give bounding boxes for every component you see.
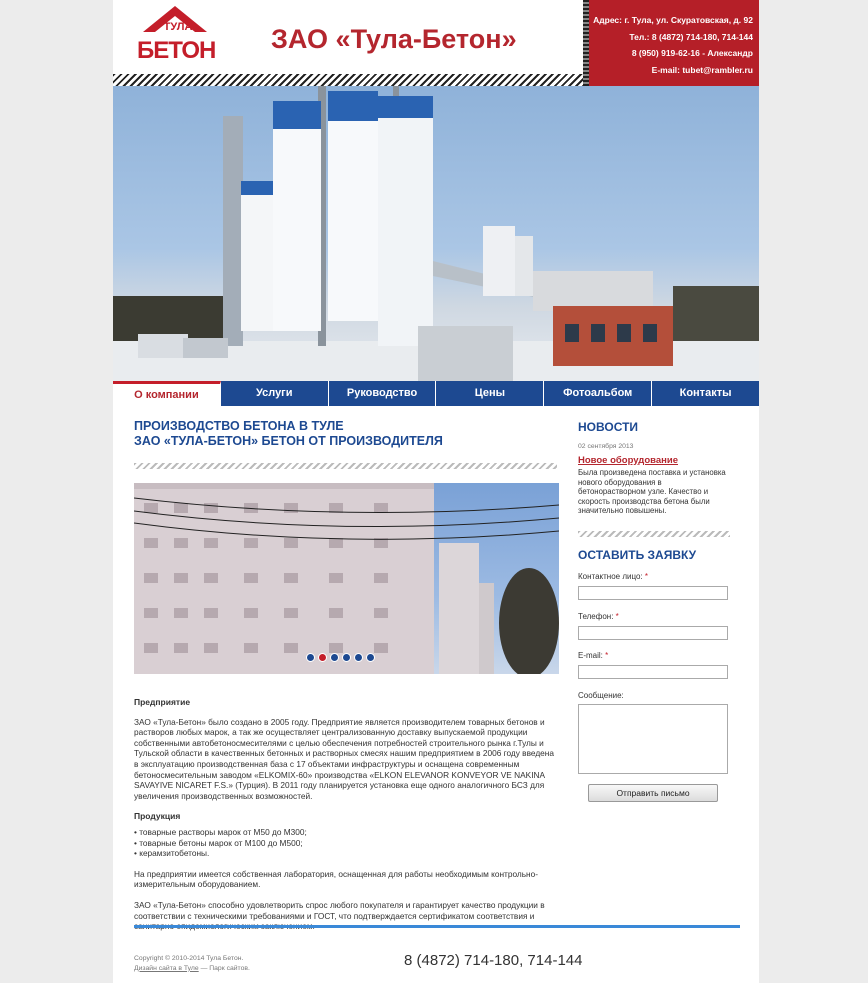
hero-image (113, 86, 759, 381)
news-date: 02 сентября 2013 (578, 443, 634, 450)
contact-address: Адрес: г. Тула, ул. Скуратовская, д. 92 (593, 15, 753, 25)
form-title: ОСТАВИТЬ ЗАЯВКУ (578, 548, 697, 562)
page-title: ПРОИЗВОДСТВО БЕТОНА В ТУЛЕ ЗАО «ТУЛА-БЕТОН» БЕТОН ОТ ПРОИЗВОДИТЕЛЯ (134, 419, 443, 448)
news-title: НОВОСТИ (578, 420, 639, 434)
news-link[interactable]: Новое оборудование (578, 455, 678, 466)
title-divider (134, 463, 557, 469)
quality-paragraph: ЗАО «Тула-Бетон» способно удовлетворить спрос любого покупателя и гарантирует качество продукции в соответствии с техническими требованиями и ГОСТ, что подтверждается сертификатом соответствия и (134, 899, 545, 921)
company-description: ЗАО «Тула-Бетон» было создано в 2005 году. Предприятие является производителем товарных бетонов и растворов любых марок, а так же осуществляет централизованную доставку выпускаемой продукции собственными автобетоносмесителями с целью обеспечения потребностей строительного рынка г.Тулы и Тульской области в качественных бетонных и растворных смесях нашим предприятием в 2006 году введена в эксплуатацию производственная база с 17 объектами инфраструктуры и оснащена современным бетоносмесительным заводом «ELKOMIX-60» производства «ELKON ELEVANOR KONVEYOR VE NAKINA SAVAYIVE NICARET F.S.» (Турция). В 2011 году планируется установка еще одного аналогичного БСЗ для увеличения производственных возможностей. (134, 716, 554, 801)
logo-text-bottom: БЕТОН (137, 37, 216, 64)
slider-dot[interactable] (306, 653, 315, 662)
list-item: • товарные растворы марок от М50 до М300; (134, 827, 557, 838)
site-title: ЗАО «Тула-Бетон» (271, 24, 517, 54)
nav-item-about[interactable]: О компании (113, 381, 221, 406)
section-heading-products: Продукция (134, 811, 181, 822)
header (113, 0, 759, 86)
article (134, 697, 557, 942)
contact-mobile: 8 (950) 919-62-16 - Александр (631, 48, 753, 58)
contact-name-input[interactable] (578, 586, 728, 600)
image-slider[interactable] (134, 483, 559, 674)
section-heading-company: Предприятие (134, 697, 191, 707)
footer-divider (134, 925, 740, 928)
news-block (578, 420, 728, 516)
footer-phone: 8 (4872) 714-180, 714-144 (404, 952, 583, 969)
news-text: Была произведена поставка и установка нового оборудования в бетонорастворном узле. Качество и скорость производства бетона были значительно повышены. (578, 468, 726, 515)
nav-item-photos[interactable]: Фотоальбом (544, 381, 652, 406)
label-message: Сообщение: (578, 691, 624, 700)
slider-dot[interactable] (366, 653, 375, 662)
label-contact-name: Контактное лицо: * (578, 572, 649, 581)
label-phone: Телефон: * (578, 612, 619, 621)
lab-paragraph: На предприятии имеется собственная лаборатория, оснащенная для работы необходимым контрольно-измерительным оборудованием. (134, 868, 539, 890)
main-nav (113, 381, 759, 406)
sidebar-divider (578, 531, 730, 537)
slider-dot[interactable] (354, 653, 363, 662)
header-hatch-divider (113, 74, 583, 86)
label-email: E-mail: * (578, 651, 609, 660)
nav-item-prices[interactable]: Цены (436, 381, 544, 406)
page (113, 0, 759, 983)
nav-item-services[interactable]: Услуги (221, 381, 329, 406)
submit-button[interactable]: Отправить письмо (588, 784, 718, 802)
nav-item-management[interactable]: Руководство (329, 381, 437, 406)
footer-copyright: Copyright © 2010-2014 Тула Бетон. Дизайн сайта в Туле — Парк сайтов. (134, 955, 250, 972)
contact-email[interactable]: E-mail: tubet@rambler.ru (651, 64, 753, 75)
email-input[interactable] (578, 665, 728, 679)
list-item: • керамзитобетоны. (134, 848, 557, 859)
phone-input[interactable] (578, 626, 728, 640)
design-link[interactable]: Дизайн сайта в Туле (134, 964, 199, 972)
list-item: • товарные бетоны марок от М100 до М500; (134, 838, 557, 849)
slider-dot[interactable] (330, 653, 339, 662)
request-form (578, 548, 728, 808)
logo[interactable] (135, 6, 215, 66)
slider-dot-active[interactable] (318, 653, 327, 662)
contact-phone: Тел.: 8 (4872) 714-180, 714-144 (629, 31, 753, 42)
products-list (134, 827, 557, 859)
message-textarea[interactable] (578, 704, 728, 774)
contact-block (583, 0, 759, 86)
slider-dot[interactable] (342, 653, 351, 662)
nav-item-contacts[interactable]: Контакты (679, 387, 732, 399)
logo-text-top: ТУЛА (163, 21, 193, 33)
slider-dots (306, 653, 375, 662)
